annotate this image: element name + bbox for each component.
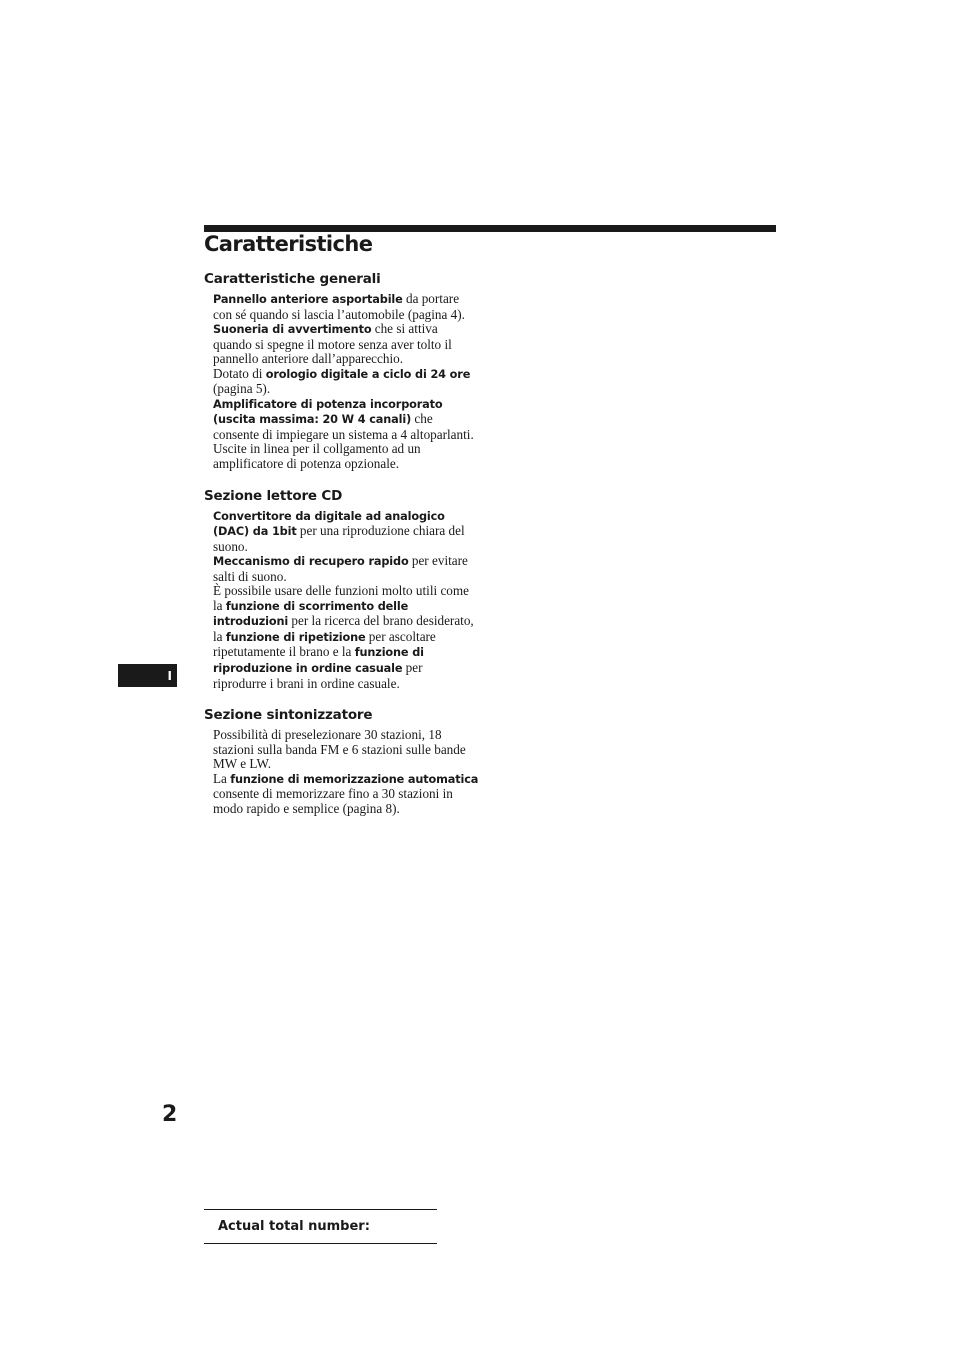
feature-text: che consente di impiegare un sistema a 4 altoparlanti. xyxy=(213,411,474,442)
section-general xyxy=(204,270,479,472)
feature-name: funzione di memorizzazione automatica xyxy=(230,772,479,786)
feature-name: Meccanismo di recupero rapido xyxy=(213,555,409,569)
feature-name: Amplificatore di potenza incorporato (uscita massima: 20 W 4 canali) xyxy=(213,397,443,427)
section-body xyxy=(213,292,479,472)
section-heading: Sezione sintonizzatore xyxy=(204,707,373,724)
feature-name: orologio digitale a ciclo di 24 ore xyxy=(265,367,471,381)
feature-text: Dotato di xyxy=(213,365,266,381)
feature-name: funzione di scorrimento delle introduzioni xyxy=(213,599,409,629)
feature-text: (pagina 5). xyxy=(213,381,271,397)
page-title: Caratteristiche xyxy=(204,232,373,256)
feature-text: Uscite in linea per il collgamento ad un amplificatore di potenza opzionale. xyxy=(213,441,421,472)
feature-entry xyxy=(213,367,479,397)
section-cd-player xyxy=(204,487,479,692)
feature-name: funzione di riproduzione in ordine casuale xyxy=(213,646,424,676)
feature-text: per riprodurre i brani in ordine casuale. xyxy=(213,660,423,691)
feature-entry xyxy=(213,772,479,817)
feature-entry xyxy=(213,397,479,443)
language-tab xyxy=(118,664,177,687)
feature-entry xyxy=(213,322,479,367)
feature-name: Suoneria di avvertimento xyxy=(213,323,372,337)
feature-text: Possibilità di preselezionare 30 stazioni, 18 stazioni sulla banda FM e 6 stazioni sulle bande MW e LW. xyxy=(213,727,466,772)
feature-text: per evitare salti di suono. xyxy=(213,553,468,584)
footer-box xyxy=(204,1209,437,1244)
feature-entry xyxy=(213,584,479,691)
feature-text: La xyxy=(213,770,231,786)
feature-text: per una riproduzione chiara del suono. xyxy=(213,523,465,554)
language-tab-label: I xyxy=(167,668,172,683)
feature-entry xyxy=(213,509,479,555)
feature-name: Pannello anteriore asportabile xyxy=(213,293,403,306)
section-heading: Sezione lettore CD xyxy=(204,487,343,504)
feature-name: funzione di ripetizione xyxy=(225,630,366,644)
feature-text: per ascoltare ripetutamente il brano e la xyxy=(213,628,436,660)
feature-entry xyxy=(213,728,479,772)
feature-text: consente di memorizzare fino a 30 stazioni in modo rapido e semplice (pagina 8). xyxy=(213,786,453,816)
content-column xyxy=(204,270,479,831)
section-body xyxy=(213,728,479,816)
title-rule xyxy=(204,225,776,232)
feature-entry xyxy=(213,442,479,471)
feature-text: da portare con sé quando si lascia l’automobile (pagina 4). xyxy=(213,291,465,322)
feature-text: È possibile usare delle funzioni molto utili come la xyxy=(213,583,470,613)
feature-text: che si attiva quando si spegne il motore senza aver tolto il pannello anteriore dall’apparecchio. xyxy=(213,321,452,367)
section-heading: Caratteristiche generali xyxy=(204,271,381,287)
footer-label: Actual total number: xyxy=(218,1219,370,1234)
feature-entry xyxy=(213,554,479,584)
feature-name: Convertitore da digitale ad analogico (DAC) da 1bit xyxy=(213,509,445,539)
section-body xyxy=(213,509,479,692)
section-tuner xyxy=(204,706,479,816)
feature-text: per la ricerca del brano desiderato, la xyxy=(213,613,474,644)
feature-entry xyxy=(213,292,479,322)
page-number: 2 xyxy=(162,1102,178,1127)
